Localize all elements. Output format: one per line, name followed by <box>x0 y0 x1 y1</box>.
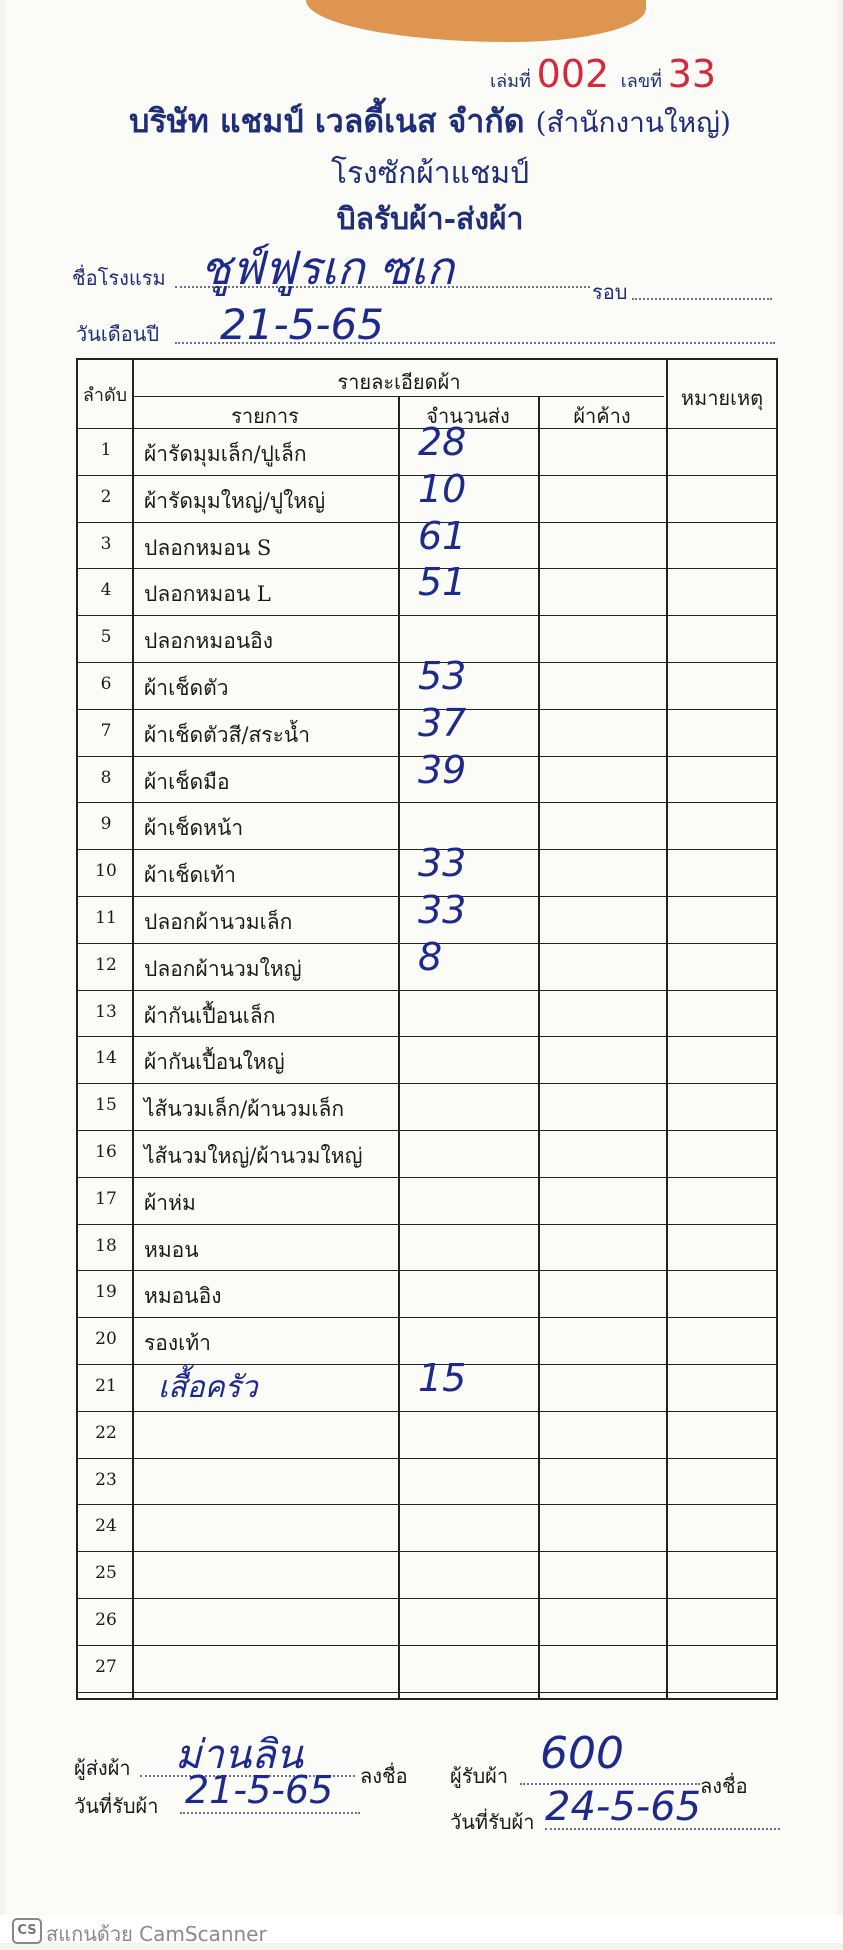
row-number: 13 <box>95 1001 117 1022</box>
camscanner-watermark: สแกนด้วย CamScanner <box>46 1922 267 1946</box>
row-qty: 10 <box>418 466 467 511</box>
table-row <box>78 1356 776 1411</box>
row-qty: 53 <box>418 654 467 698</box>
linen-table <box>76 358 778 1700</box>
table-row <box>78 1036 776 1083</box>
company-title: บริษัท แชมป์ เวลดี้เนส จำกัด <box>129 102 525 140</box>
row-item: รองเท้า <box>144 1331 211 1356</box>
row-item: ปลอกผ้านวมใหญ่ <box>144 956 302 981</box>
group-header: รายละเอียดผ้า <box>337 370 461 394</box>
row-item: ผ้าห่ม <box>144 1190 196 1215</box>
row-item: ผ้าเช็ดหน้า <box>144 816 244 841</box>
recv-date-line <box>180 1812 360 1814</box>
row-item: ผ้ารัดมุมใหญ่/ปูใหญ่ <box>144 488 326 513</box>
sender-signature: ม่านลิน <box>175 1732 304 1778</box>
row-qty: 39 <box>418 747 467 792</box>
row-number: 7 <box>100 720 112 741</box>
bill-no: 33 <box>667 52 717 96</box>
row-number: 14 <box>95 1048 117 1069</box>
row-item: ปลอกหมอน S <box>144 535 272 560</box>
col-note-header: หมายเหตุ <box>680 386 764 410</box>
row-item: เสื้อครัว <box>158 1370 258 1405</box>
hotel-value: ชูฟ์ฟูรเก ซเก <box>200 241 455 295</box>
row-number: 22 <box>95 1422 117 1443</box>
table-row <box>78 1458 776 1505</box>
camscanner-logo-icon: CS <box>12 1918 42 1944</box>
col-item-header: รายการ <box>231 404 299 428</box>
table-row <box>78 1411 776 1458</box>
row-number: 19 <box>95 1282 117 1303</box>
table-row <box>78 1551 776 1598</box>
table-row <box>78 990 776 1037</box>
table-row <box>78 1224 776 1271</box>
row-number: 21 <box>95 1376 117 1396</box>
row-item: ไส้นวมใหญ่/ผ้านวมใหญ่ <box>144 1144 363 1168</box>
table-row <box>78 1504 776 1551</box>
company-branch: (สำนักงานใหญ่) <box>535 106 731 139</box>
book-no: 002 <box>536 52 610 96</box>
number-label: เลขที่ <box>620 71 662 92</box>
book-number <box>490 52 716 96</box>
row-divider <box>78 1692 776 1693</box>
row-item: ผ้ากันเปื้อนเล็ก <box>144 1003 276 1028</box>
book-label: เล่มที่ <box>490 71 531 92</box>
bill-title: บิลรับผ้า-ส่งผ้า <box>336 202 524 237</box>
row-qty: 15 <box>418 1356 467 1400</box>
recv-date-label-2: วันที่รับผ้า <box>450 1810 535 1834</box>
row-number: 6 <box>100 674 112 694</box>
row-number: 3 <box>100 533 112 554</box>
row-number: 5 <box>100 627 112 648</box>
table-row <box>78 1270 776 1317</box>
row-qty: 37 <box>418 700 467 745</box>
row-item: ปลอกหมอน L <box>144 582 271 607</box>
row-number: 27 <box>95 1656 117 1677</box>
row-item: หมอน <box>144 1237 199 1262</box>
row-item: ผ้าเช็ดมือ <box>144 769 230 794</box>
company-name <box>100 96 760 147</box>
col-no-header: ลำดับ <box>82 385 128 406</box>
table-row <box>78 1598 776 1645</box>
row-item: ผ้ารัดมุมเล็ก/ปูเล็ก <box>144 442 307 466</box>
table-row <box>78 1177 776 1224</box>
sender-label: ผู้ส่งผ้า <box>74 1756 131 1780</box>
row-number: 15 <box>95 1095 117 1116</box>
row-item: ผ้าเช็ดตัว <box>144 676 229 700</box>
row-item: หมอนอิง <box>144 1284 222 1309</box>
receiver-sign-label: ลงชื่อ <box>700 1774 748 1798</box>
round-line <box>632 298 772 300</box>
row-number: 17 <box>95 1188 117 1209</box>
sender-sign-label: ลงชื่อ <box>360 1764 408 1788</box>
recv-date-label: วันที่รับผ้า <box>74 1794 159 1818</box>
row-number: 23 <box>95 1469 117 1490</box>
table-row <box>78 1645 776 1692</box>
date-value: 21-5-65 <box>220 300 384 349</box>
table-row <box>78 1083 776 1130</box>
row-number: 4 <box>100 580 112 601</box>
hotel-label: ชื่อโรงแรม <box>72 266 166 290</box>
row-number: 9 <box>100 814 112 835</box>
row-item: ผ้าเช็ดตัวสี/สระน้ำ <box>144 722 311 747</box>
row-number: 16 <box>95 1142 117 1162</box>
row-number: 26 <box>95 1610 117 1630</box>
table-row <box>78 747 776 803</box>
row-item: ไส้นวมเล็ก/ผ้านวมเล็ก <box>144 1097 345 1122</box>
row-item: ปลอกผ้านวมเล็ก <box>144 910 293 934</box>
col-pending-header: ผ้าค้าง <box>573 404 631 428</box>
row-number: 1 <box>100 440 112 460</box>
row-number: 2 <box>100 486 112 507</box>
recv-date-value: 21-5-65 <box>185 1768 334 1812</box>
row-number: 24 <box>95 1516 117 1537</box>
row-qty: 61 <box>418 513 467 558</box>
col-qty-header: จำนวนส่ง <box>426 404 510 428</box>
table-row <box>78 934 776 990</box>
row-number: 8 <box>100 767 112 788</box>
row-qty: 51 <box>418 560 467 605</box>
row-item: ปลอกหมอนอิง <box>144 629 274 654</box>
row-number: 25 <box>95 1563 117 1584</box>
round-label: รอบ <box>592 280 628 304</box>
row-qty: 33 <box>418 888 467 932</box>
row-number: 20 <box>95 1329 117 1350</box>
row-qty: 8 <box>418 934 443 979</box>
row-qty: 33 <box>418 841 467 886</box>
row-item: ผ้าเช็ดเท้า <box>144 863 236 888</box>
date-label: วันเดือนปี <box>76 322 160 346</box>
row-number: 18 <box>95 1235 117 1256</box>
row-qty: 28 <box>418 420 467 464</box>
recv-date-value-2: 24-5-65 <box>545 1784 702 1830</box>
torn-edge <box>306 0 646 42</box>
row-number: 11 <box>95 908 117 928</box>
receiver-signature: 600 <box>540 1728 624 1779</box>
row-item: ผ้ากันเปื้อนใหญ่ <box>144 1050 285 1075</box>
table-row <box>78 560 776 615</box>
row-number: 12 <box>95 954 117 975</box>
factory-name: โรงซักผ้าแชมป์ <box>330 156 530 191</box>
table-row <box>78 1130 776 1177</box>
row-number: 10 <box>95 861 117 882</box>
receiver-label: ผู้รับผ้า <box>450 1764 509 1788</box>
